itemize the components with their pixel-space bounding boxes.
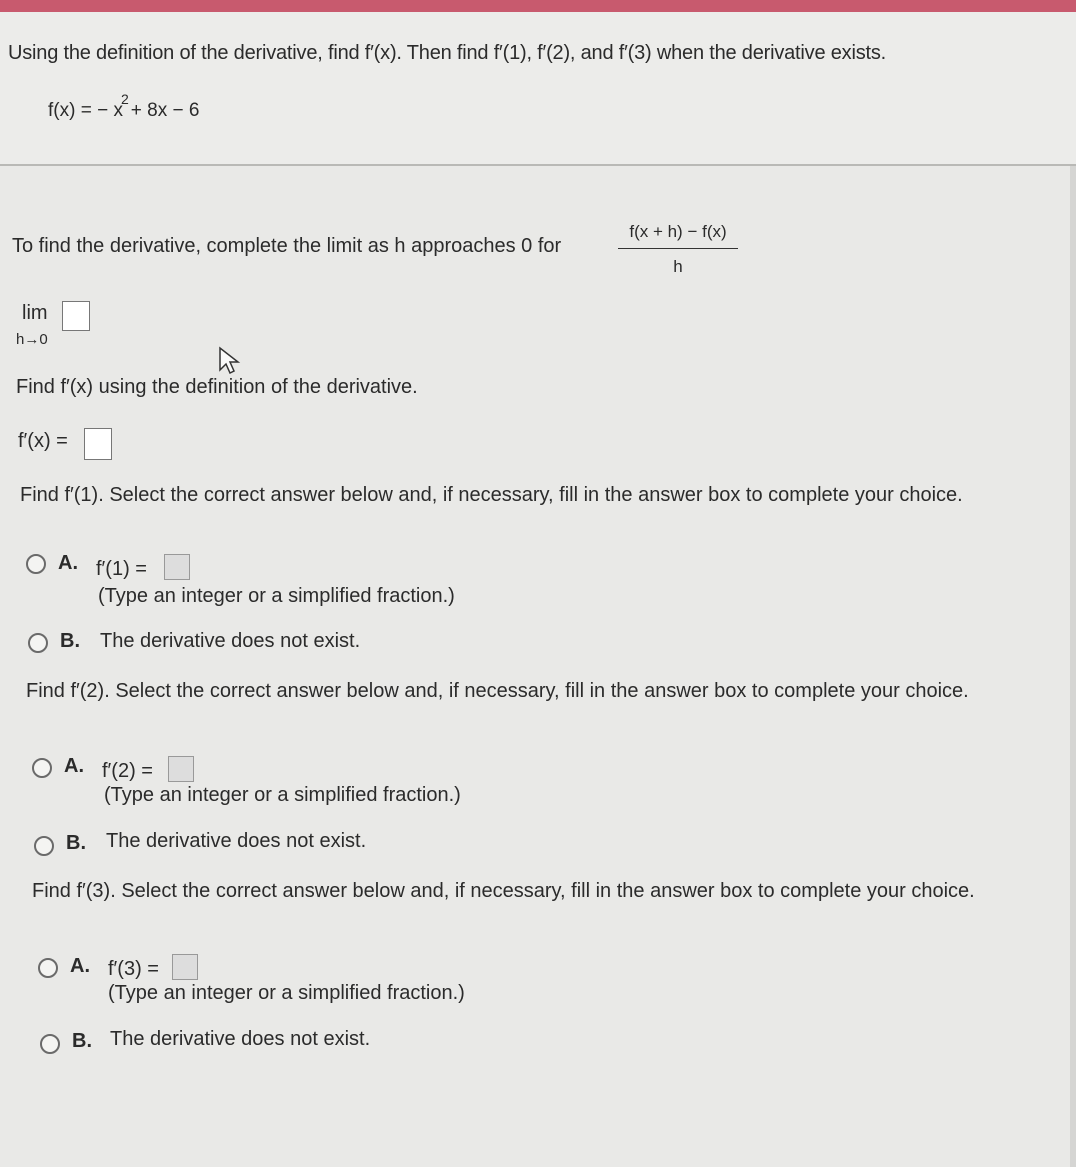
derivative-instruction: Find f′(x) using the definition of the derivative. bbox=[16, 376, 418, 398]
q2-option-a-radio[interactable] bbox=[32, 758, 52, 778]
q1-answer-box[interactable] bbox=[164, 554, 190, 580]
scroll-edge bbox=[1070, 12, 1076, 1167]
q1-option-a-hint: (Type an integer or a simplified fraction.) bbox=[98, 585, 455, 607]
q2-option-b-label: The derivative does not exist. bbox=[106, 830, 367, 852]
q3-option-b-letter: B. bbox=[72, 1030, 92, 1052]
q2-option-a-letter: A. bbox=[64, 755, 84, 777]
function-definition bbox=[48, 91, 200, 122]
q3-option-a-hint: (Type an integer or a simplified fraction.) bbox=[108, 982, 465, 1004]
q3-option-a-label: f′(3) = bbox=[108, 958, 159, 980]
q2-instruction: Find f′(2). Select the correct answer below and, if necessary, fill in the answer box to complete your choice. bbox=[26, 680, 969, 702]
q1-option-a-letter: A. bbox=[58, 552, 78, 574]
function-exponent: 2 bbox=[120, 91, 129, 107]
q2-option-a-hint: (Type an integer or a simplified fraction.) bbox=[104, 784, 461, 806]
q3-option-a-radio[interactable] bbox=[38, 958, 58, 978]
limit-subscript: h→0 bbox=[16, 331, 48, 348]
limit-answer-box[interactable] bbox=[62, 301, 90, 331]
derivative-answer-box[interactable] bbox=[84, 428, 112, 460]
function-rhs: + 8x − 6 bbox=[130, 100, 200, 121]
q3-option-b-label: The derivative does not exist. bbox=[110, 1028, 371, 1050]
q2-option-b-radio[interactable] bbox=[34, 836, 54, 856]
q1-option-a-label: f′(1) = bbox=[96, 558, 147, 580]
top-accent-bar bbox=[0, 0, 1076, 12]
q2-answer-box[interactable] bbox=[168, 756, 194, 782]
question-prompt: Using the definition of the derivative, find f′(x). Then find f′(1), f′(2), and f′(3) when the derivative exists. bbox=[8, 42, 887, 64]
mouse-cursor-icon bbox=[218, 346, 244, 376]
q3-option-a-letter: A. bbox=[70, 955, 90, 977]
q2-option-a-label: f′(2) = bbox=[102, 760, 153, 782]
q1-option-a-radio[interactable] bbox=[26, 554, 46, 574]
q1-option-b-letter: B. bbox=[60, 630, 80, 652]
limit-instruction: To find the derivative, complete the limit as h approaches 0 for bbox=[12, 235, 562, 257]
q3-answer-box[interactable] bbox=[172, 954, 198, 980]
q1-option-b-radio[interactable] bbox=[28, 633, 48, 653]
q1-option-b-label: The derivative does not exist. bbox=[100, 630, 361, 652]
difference-quotient bbox=[618, 222, 738, 277]
quotient-denominator: h bbox=[673, 257, 683, 276]
q1-instruction: Find f′(1). Select the correct answer below and, if necessary, fill in the answer box to complete your choice. bbox=[20, 484, 963, 506]
derivative-label: f′(x) = bbox=[18, 430, 68, 452]
q2-option-b-letter: B. bbox=[66, 832, 86, 854]
function-lhs: f(x) = − x bbox=[48, 100, 123, 121]
question-header bbox=[0, 12, 1076, 166]
q3-instruction: Find f′(3). Select the correct answer below and, if necessary, fill in the answer box to complete your choice. bbox=[32, 880, 975, 902]
q3-option-b-radio[interactable] bbox=[40, 1034, 60, 1054]
quotient-numerator: f(x + h) − f(x) bbox=[618, 222, 738, 249]
limit-label: lim bbox=[22, 302, 48, 324]
